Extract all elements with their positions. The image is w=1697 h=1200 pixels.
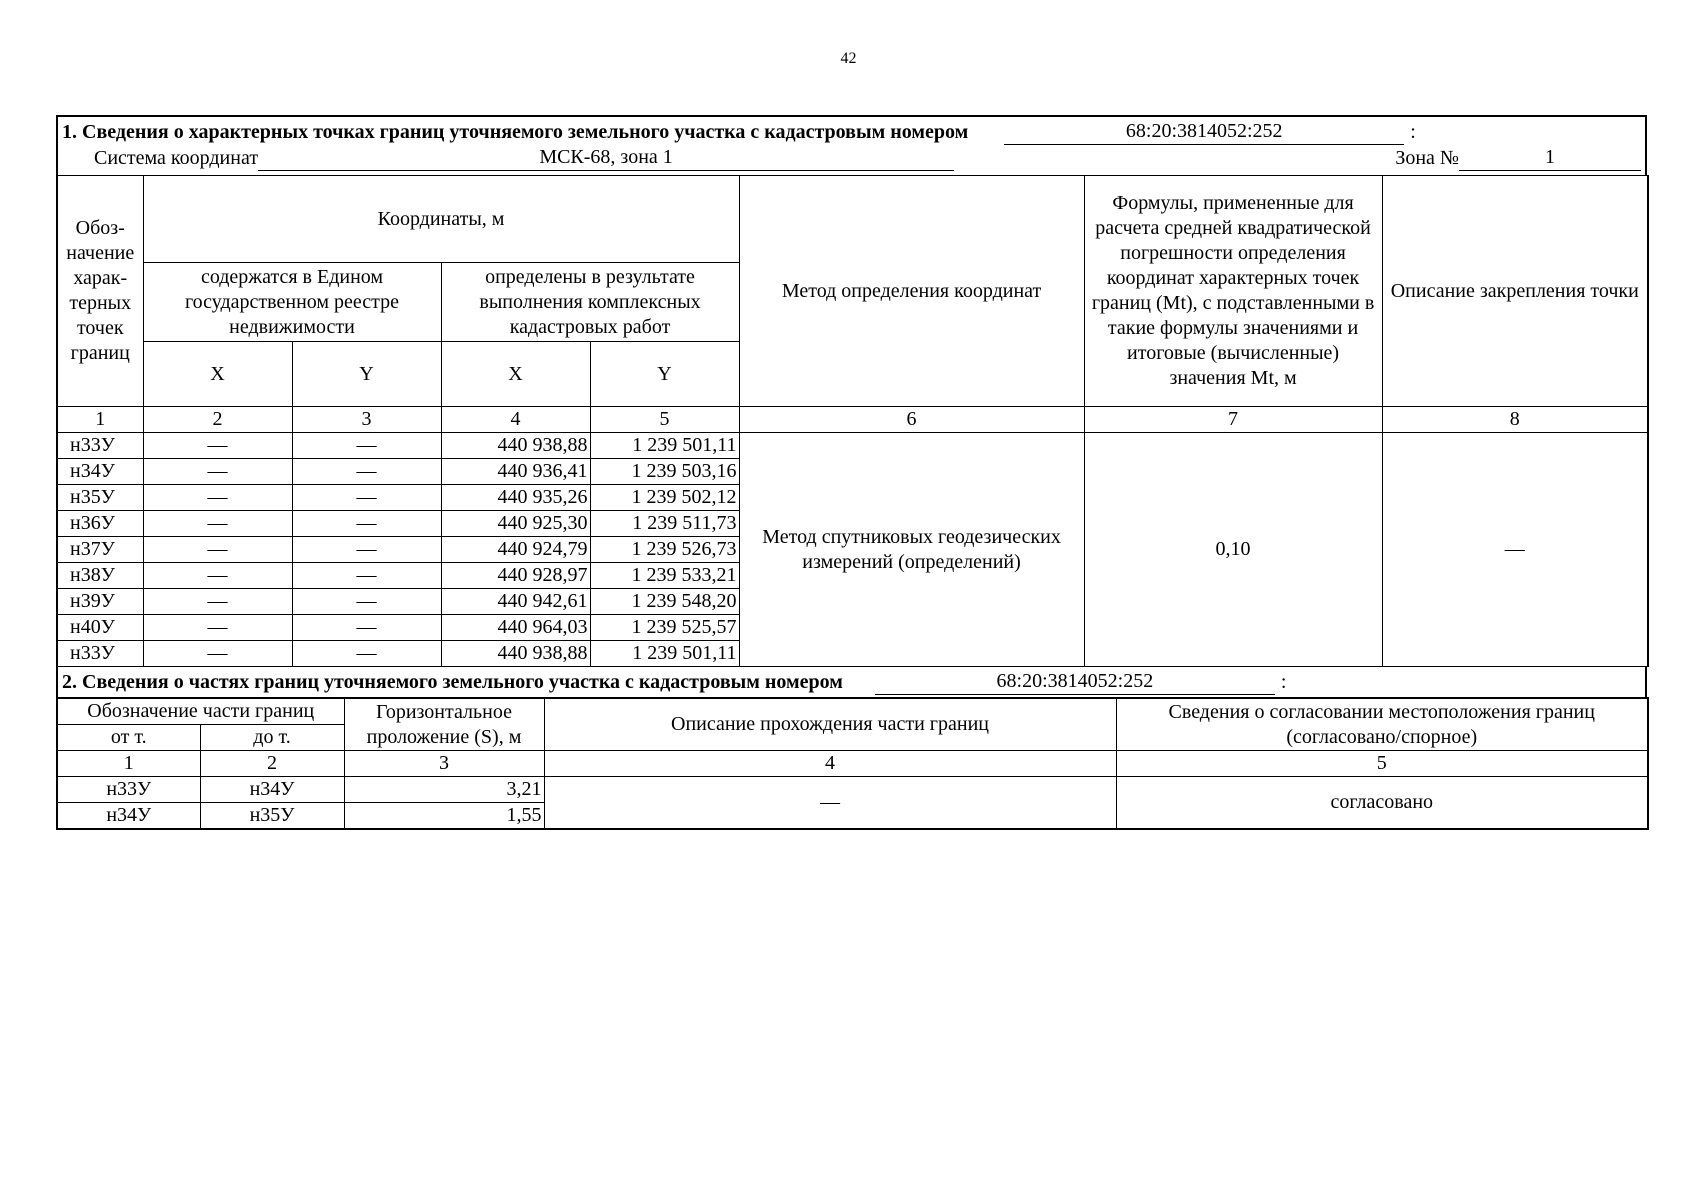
x-egrn: —	[143, 433, 292, 459]
from-point: н33У	[57, 777, 200, 803]
col-number: 2	[200, 751, 344, 777]
section2-title: 2. Сведения о частях границ уточняемого земельного участка с кадастровым номером	[62, 670, 843, 693]
x-egrn: —	[143, 511, 292, 537]
from-point: н34У	[57, 803, 200, 830]
y-egrn: —	[292, 615, 441, 641]
horizontal-value: 1,55	[344, 803, 544, 830]
x-value: 440 924,79	[441, 537, 590, 563]
y-egrn: —	[292, 433, 441, 459]
header-x-complex: X	[441, 342, 590, 407]
y-value: 1 239 526,73	[590, 537, 739, 563]
method-value: Метод спутниковых геодезических измерений (определений)	[739, 433, 1084, 667]
description-value: —	[544, 777, 1116, 830]
coord-system-value: МСК-68, зона 1	[258, 145, 954, 171]
y-value: 1 239 502,12	[590, 485, 739, 511]
x-value: 440 938,88	[441, 641, 590, 667]
y-value: 1 239 511,73	[590, 511, 739, 537]
section2-colon: :	[1280, 670, 1287, 693]
table-row	[57, 777, 1648, 803]
zone-value: 1	[1459, 145, 1641, 171]
to-point: н34У	[200, 777, 344, 803]
point-id: н34У	[57, 459, 143, 485]
y-value: 1 239 548,20	[590, 589, 739, 615]
x-value: 440 964,03	[441, 615, 590, 641]
y-egrn: —	[292, 537, 441, 563]
column-numbers-row	[57, 407, 1648, 433]
point-id: н37У	[57, 537, 143, 563]
y-value: 1 239 525,57	[590, 615, 739, 641]
x-value: 440 928,97	[441, 563, 590, 589]
y-value: 1 239 503,16	[590, 459, 739, 485]
x-value: 440 925,30	[441, 511, 590, 537]
y-value: 1 239 533,21	[590, 563, 739, 589]
point-id: н35У	[57, 485, 143, 511]
y-egrn: —	[292, 641, 441, 667]
col-number: 6	[739, 407, 1084, 433]
x-egrn: —	[143, 485, 292, 511]
table-row	[57, 433, 1648, 459]
header-coordinates: Координаты, м	[143, 176, 739, 263]
x-egrn: —	[143, 459, 292, 485]
point-id: н33У	[57, 641, 143, 667]
section1-title: 1. Сведения о характерных точках границ уточняемого земельного участка с кадастровым номером	[62, 121, 969, 143]
y-value: 1 239 501,11	[590, 641, 739, 667]
section1-header	[56, 115, 1647, 175]
points-table	[56, 175, 1649, 667]
col-number: 2	[143, 407, 292, 433]
to-point: н35У	[200, 803, 344, 830]
parts-table	[56, 697, 1649, 830]
header-description: Описание прохождения части границ	[544, 698, 1116, 751]
y-egrn: —	[292, 589, 441, 615]
mt-value: 0,10	[1084, 433, 1382, 667]
col-number: 4	[544, 751, 1116, 777]
header-to: до т.	[200, 725, 344, 751]
x-egrn: —	[143, 563, 292, 589]
point-id: н39У	[57, 589, 143, 615]
col-number: 4	[441, 407, 590, 433]
header-formulas: Формулы, примененные для расчета средней квадратической погрешности определения координат характерных точек границ (Mt), с подставленными в такие формулы значениями и итоговые (вычисленные) значения Mt, м	[1084, 176, 1382, 407]
page-number: 42	[840, 50, 857, 67]
header-x-egrn: X	[143, 342, 292, 407]
point-id: н33У	[57, 433, 143, 459]
y-egrn: —	[292, 485, 441, 511]
col-number: 1	[57, 407, 143, 433]
col-number: 8	[1382, 407, 1648, 433]
x-value: 440 938,88	[441, 433, 590, 459]
section1-colon: :	[1410, 121, 1416, 143]
fixing-value: —	[1382, 433, 1648, 667]
header-part-designation: Обозначение части границ	[57, 698, 344, 725]
col-number: 1	[57, 751, 200, 777]
header-agreement: Сведения о согласовании местоположения границ (согласовано/спорное)	[1116, 698, 1648, 751]
x-egrn: —	[143, 589, 292, 615]
y-egrn: —	[292, 459, 441, 485]
header-method: Метод определения координат	[739, 176, 1084, 407]
section1-cadastral-number: 68:20:3814052:252	[1004, 119, 1404, 145]
zone-label: Зона №	[1395, 147, 1459, 169]
x-egrn: —	[143, 615, 292, 641]
header-egrn: содержатся в Едином государственном реестре недвижимости	[143, 263, 441, 342]
y-value: 1 239 501,11	[590, 433, 739, 459]
header-from: от т.	[57, 725, 200, 751]
section2-cadastral-number: 68:20:3814052:252	[875, 669, 1275, 695]
header-horizontal: Горизонтальное проложение (S), м	[344, 698, 544, 751]
col-number: 5	[1116, 751, 1648, 777]
col-number: 3	[292, 407, 441, 433]
header-designation: Обоз-начение харак-терных точек границ	[57, 176, 143, 407]
horizontal-value: 3,21	[344, 777, 544, 803]
section2-header	[56, 667, 1647, 697]
x-value: 440 935,26	[441, 485, 590, 511]
point-id: н36У	[57, 511, 143, 537]
y-egrn: —	[292, 511, 441, 537]
header-y-egrn: Y	[292, 342, 441, 407]
column-numbers-row	[57, 751, 1648, 777]
x-egrn: —	[143, 641, 292, 667]
x-egrn: —	[143, 537, 292, 563]
point-id: н40У	[57, 615, 143, 641]
document	[56, 115, 1647, 830]
x-value: 440 942,61	[441, 589, 590, 615]
header-complex: определены в результате выполнения комплексных кадастровых работ	[441, 263, 739, 342]
y-egrn: —	[292, 563, 441, 589]
agreement-value: согласовано	[1116, 777, 1648, 830]
header-y-complex: Y	[590, 342, 739, 407]
col-number: 5	[590, 407, 739, 433]
col-number: 7	[1084, 407, 1382, 433]
col-number: 3	[344, 751, 544, 777]
x-value: 440 936,41	[441, 459, 590, 485]
header-fixing: Описание закрепления точки	[1382, 176, 1648, 407]
coord-system-label: Система координат	[94, 147, 259, 169]
point-id: н38У	[57, 563, 143, 589]
